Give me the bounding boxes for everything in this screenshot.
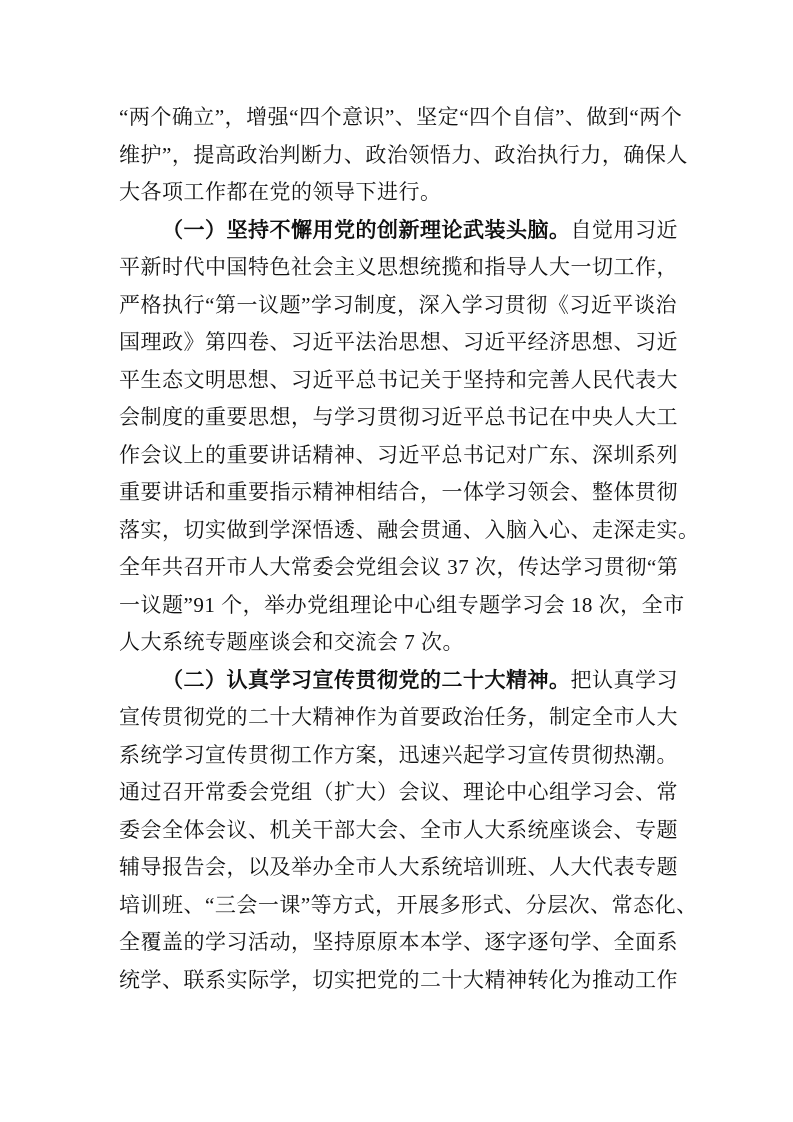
text-line: 委会全体会议、机关干部大会、全市人大系统座谈会、专题 xyxy=(119,817,678,842)
text-line: 国理政》第四卷、习近平法治思想、习近平经济思想、习近 xyxy=(119,330,678,354)
section-heading-line xyxy=(119,662,677,700)
document-page xyxy=(119,99,700,999)
text-run: 把认真学习 xyxy=(570,667,678,692)
text-line: 一议题”91 个，举办党组理论中心组专题学习会 18 次，全市 xyxy=(119,592,685,617)
text-line: 宣传贯彻党的二十大精神作为首要政治任务，制定全市人大 xyxy=(119,705,678,729)
text-line: 大各项工作都在党的领导下进行。 xyxy=(119,180,442,204)
text-line: 平新时代中国特色社会主义思想统揽和指导人大一切工作， xyxy=(119,255,678,279)
text-line: 作会议上的重要讲话精神、习近平总书记对广东、深圳系列 xyxy=(119,442,678,467)
paragraph-section-2 xyxy=(119,662,698,1000)
text-line: 人大系统专题座谈会和交流会 7 次。 xyxy=(119,630,464,654)
text-run: 自觉用习近 xyxy=(570,217,678,242)
paragraph-intro xyxy=(119,99,688,212)
text-line: 维护”，提高政治判断力、政治领悟力、政治执行力，确保人 xyxy=(119,142,688,167)
text-line: 平生态文明思想、习近平总书记关于坚持和完善人民代表大 xyxy=(119,367,678,392)
section-heading: （一）坚持不懈用党的创新理论武装头脑。 xyxy=(162,217,571,242)
text-line: 严格执行“第一议题”学习制度，深入学习贯彻《习近平谈治 xyxy=(119,292,677,317)
text-line: 重要讲话和重要指示精神相结合，一体学习领会、整体贯彻 xyxy=(119,480,678,504)
paragraph-section-1 xyxy=(119,212,700,662)
text-line: 系统学习宣传贯彻工作方案，迅速兴起学习宣传贯彻热潮。 xyxy=(119,742,678,767)
text-line: 统学、联系实际学，切实把党的二十大精神转化为推动工作 xyxy=(119,967,678,992)
section-heading: （二）认真学习宣传贯彻党的二十大精神。 xyxy=(162,667,571,692)
section-heading-line xyxy=(119,212,677,250)
text-line: 会制度的重要思想，与学习贯彻习近平总书记在中央人大工 xyxy=(119,405,678,429)
text-line: 全年共召开市人大常委会党组会议 37 次，传达学习贯彻“第 xyxy=(119,555,679,579)
text-line: “两个确立”，增强“四个意识”、坚定“四个自信”、做到“两个 xyxy=(119,105,683,129)
text-line: 培训班、“三会一课”等方式，开展多形式、分层次、常态化、 xyxy=(119,892,698,917)
text-line: 辅导报告会，以及举办全市人大系统培训班、人大代表专题 xyxy=(119,855,678,879)
text-line: 落实，切实做到学深悟透、融会贯通、入脑入心、走深走实。 xyxy=(119,517,700,542)
text-line: 全覆盖的学习活动，坚持原原本本学、逐字逐句学、全面系 xyxy=(119,930,678,954)
text-line: 通过召开常委会党组（扩大）会议、理论中心组学习会、常 xyxy=(119,780,678,804)
